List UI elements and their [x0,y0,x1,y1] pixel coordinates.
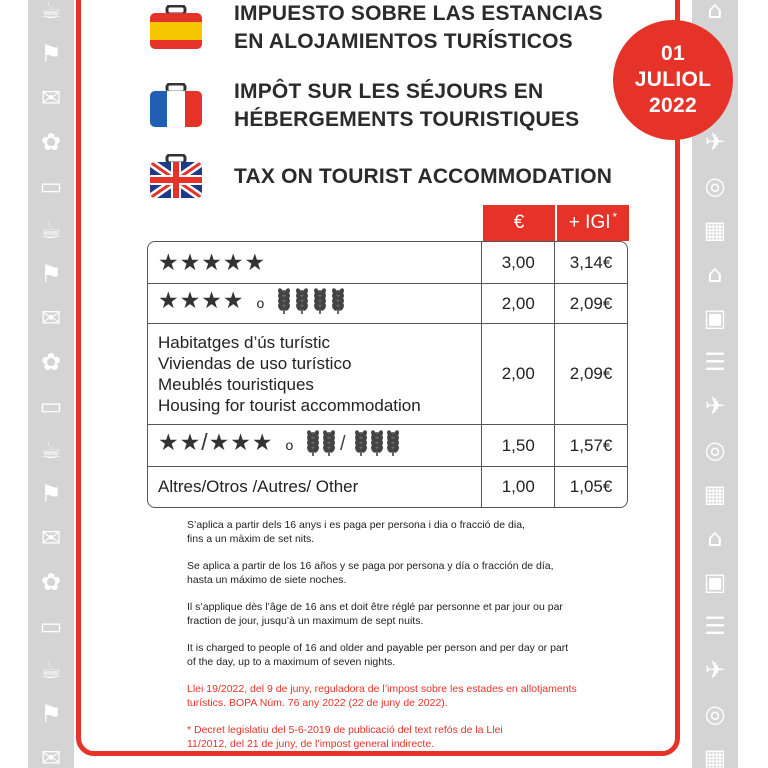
left-strip-decor-icon: ✉ [40,304,62,332]
note-french [187,600,627,628]
four-stars-icon: ★★★★ [158,286,245,313]
right-strip-decor-icon: ◎ [704,436,726,464]
category-two-three-stars [148,425,481,467]
note-decree-line2: 11/2012, del 21 de juny, de l’impost general indirecte. [187,738,435,750]
right-strip-decor-icon: ⌂ [707,524,723,552]
right-strip-decor-icon: ✈ [704,128,726,156]
note-french-line2: fraction de jour, jusqu’à un maximum de sept nuits. [187,615,424,627]
right-strip-decor-icon: ✈ [704,656,726,684]
note-law-line1: Llei 19/2022, del 9 de juny, reguladora de l’impost sobre les estades en allotjaments [187,683,577,695]
two-three-stars-icon: ★★/★★★ [158,428,274,455]
igi-cell: 1,57€ [554,425,627,467]
euro-cell: 1,50 [481,425,554,467]
table-row [148,242,627,284]
date-badge-day: 01 [661,42,685,65]
igi-cell: 3,14€ [554,242,627,284]
column-header-igi [557,205,629,241]
euro-cell: 3,00 [481,242,554,284]
tourist-housing-english: Housing for tourist accommodation [158,396,421,415]
left-strip-decor-icon: ⚑ [40,480,62,508]
left-icon-strip [28,0,74,768]
right-strip-decor-icon: ⌂ [707,0,723,24]
date-badge [613,20,733,140]
note-catalan-line1: S’aplica a partir dels 16 anys i es paga per persona i dia o fracció de dia, [187,519,525,531]
left-strip-decor-icon: ✿ [40,568,62,596]
left-strip-decor-icon: ✿ [40,348,62,376]
note-english-line1: It is charged to people of 16 and older and payable per person and per day or part [187,642,569,654]
heading-french-line2: HÉBERGEMENTS TOURISTIQUES [234,108,580,131]
table-row [148,284,627,324]
note-law [187,682,627,710]
note-catalan [187,518,627,546]
five-stars-icon: ★★★★★ [158,249,267,275]
tourist-housing-catalan: Habitatges d’ús turístic [158,333,330,352]
category-other: Altres/Otros /Autres/ Other [158,477,359,496]
heading-spanish-line2: EN ALOJAMIENTOS TURÍSTICOS [234,30,573,53]
igi-cell: 2,09€ [554,284,627,324]
table-row [148,425,627,467]
or-connector: o [285,436,294,453]
left-strip-decor-icon: ▭ [39,392,63,420]
category-five-stars [148,242,481,284]
right-strip-decor-icon: ⌂ [707,260,723,288]
left-strip-decor-icon: ✉ [40,84,62,112]
heading-english [148,154,612,200]
date-badge-month: JULIOL [634,68,712,91]
column-header-igi-label: + IGI [568,212,611,233]
france-flag-suitcase-icon [148,83,204,129]
right-strip-decor-icon: ◎ [704,172,726,200]
heading-spanish-line1: IMPUESTO SOBRE LAS ESTANCIAS [234,2,603,25]
column-header-euro [483,205,555,241]
column-header-euro-label: € [513,212,525,233]
uk-flag-suitcase-icon [148,154,204,200]
right-strip-decor-icon: ▦ [703,216,727,244]
heading-french [148,78,579,134]
heading-english-line1: TAX ON TOURIST ACCOMMODATION [234,165,613,188]
left-strip-decor-icon: ✉ [40,744,62,768]
heading-french-line1: IMPÔT SUR LES SÉJOURS EN [234,80,544,103]
tourist-housing-french: Meublés touristiques [158,375,314,394]
igi-cell: 1,05€ [554,467,627,507]
note-spanish [187,559,627,587]
right-strip-decor-icon: ◎ [704,700,726,728]
four-wheat-ears-icon [274,286,354,321]
left-strip-decor-icon: ✿ [40,128,62,156]
date-badge-year: 2022 [649,94,697,117]
left-strip-decor-icon: ⚑ [40,260,62,288]
note-catalan-line2: fins a un màxim de set nits. [187,533,315,545]
left-strip-decor-icon: ☕ [40,436,62,464]
right-strip-decor-icon: ✈ [704,392,726,420]
left-strip-decor-icon: ▭ [39,612,63,640]
right-strip-decor-icon: ▦ [703,744,727,768]
right-strip-decor-icon: ▣ [703,304,727,332]
note-spanish-line1: Se aplica a partir de los 16 años y se paga por persona y día o fracción de día, [187,560,554,572]
right-strip-decor-icon: ▣ [703,568,727,596]
left-strip-decor-icon: ☕ [40,0,62,24]
rates-table [147,241,628,508]
left-strip-decor-icon: ▭ [39,172,63,200]
notes-section [187,518,627,764]
right-strip-decor-icon: ▦ [703,480,727,508]
igi-cell: 2,09€ [554,324,627,425]
left-strip-decor-icon: ☕ [40,656,62,684]
note-english [187,641,627,669]
left-strip-decor-icon: ⚑ [40,40,62,68]
note-spanish-line2: hasta un máximo de siete noches. [187,574,347,586]
note-english-line2: of the day, up to a maximum of seven nights. [187,656,396,668]
euro-cell: 2,00 [481,284,554,324]
left-strip-decor-icon: ☕ [40,216,62,244]
euro-cell: 2,00 [481,324,554,425]
category-four-stars [148,284,481,324]
heading-spanish [148,0,603,56]
euro-cell: 1,00 [481,467,554,507]
note-decree-line1: * Decret legislatiu del 5-6-2019 de publicació del text refós de la Llei [187,724,503,736]
left-strip-decor-icon: ✉ [40,524,62,552]
spain-flag-suitcase-icon [148,5,204,51]
or-connector: o [256,294,265,311]
right-strip-decor-icon: ☰ [704,348,726,376]
tourist-housing-spanish: Viviendas de uso turístico [158,354,352,373]
two-three-wheat-ears-icon [303,428,415,463]
note-french-line1: Il s’applique dès l’âge de 16 ans et doit être réglé par personne et par jour ou par [187,601,563,613]
table-row [148,467,627,507]
note-decree [187,723,627,751]
note-law-line2: turístics. BOPA Núm. 76 any 2022 (22 de juny de 2022). [187,697,448,709]
table-row [148,324,627,425]
left-strip-decor-icon: ⚑ [40,700,62,728]
right-strip-decor-icon: ☰ [704,612,726,640]
column-header-igi-asterisk: * [612,210,618,224]
svg-text:/: / [340,433,346,455]
category-tourist-housing [148,324,481,425]
